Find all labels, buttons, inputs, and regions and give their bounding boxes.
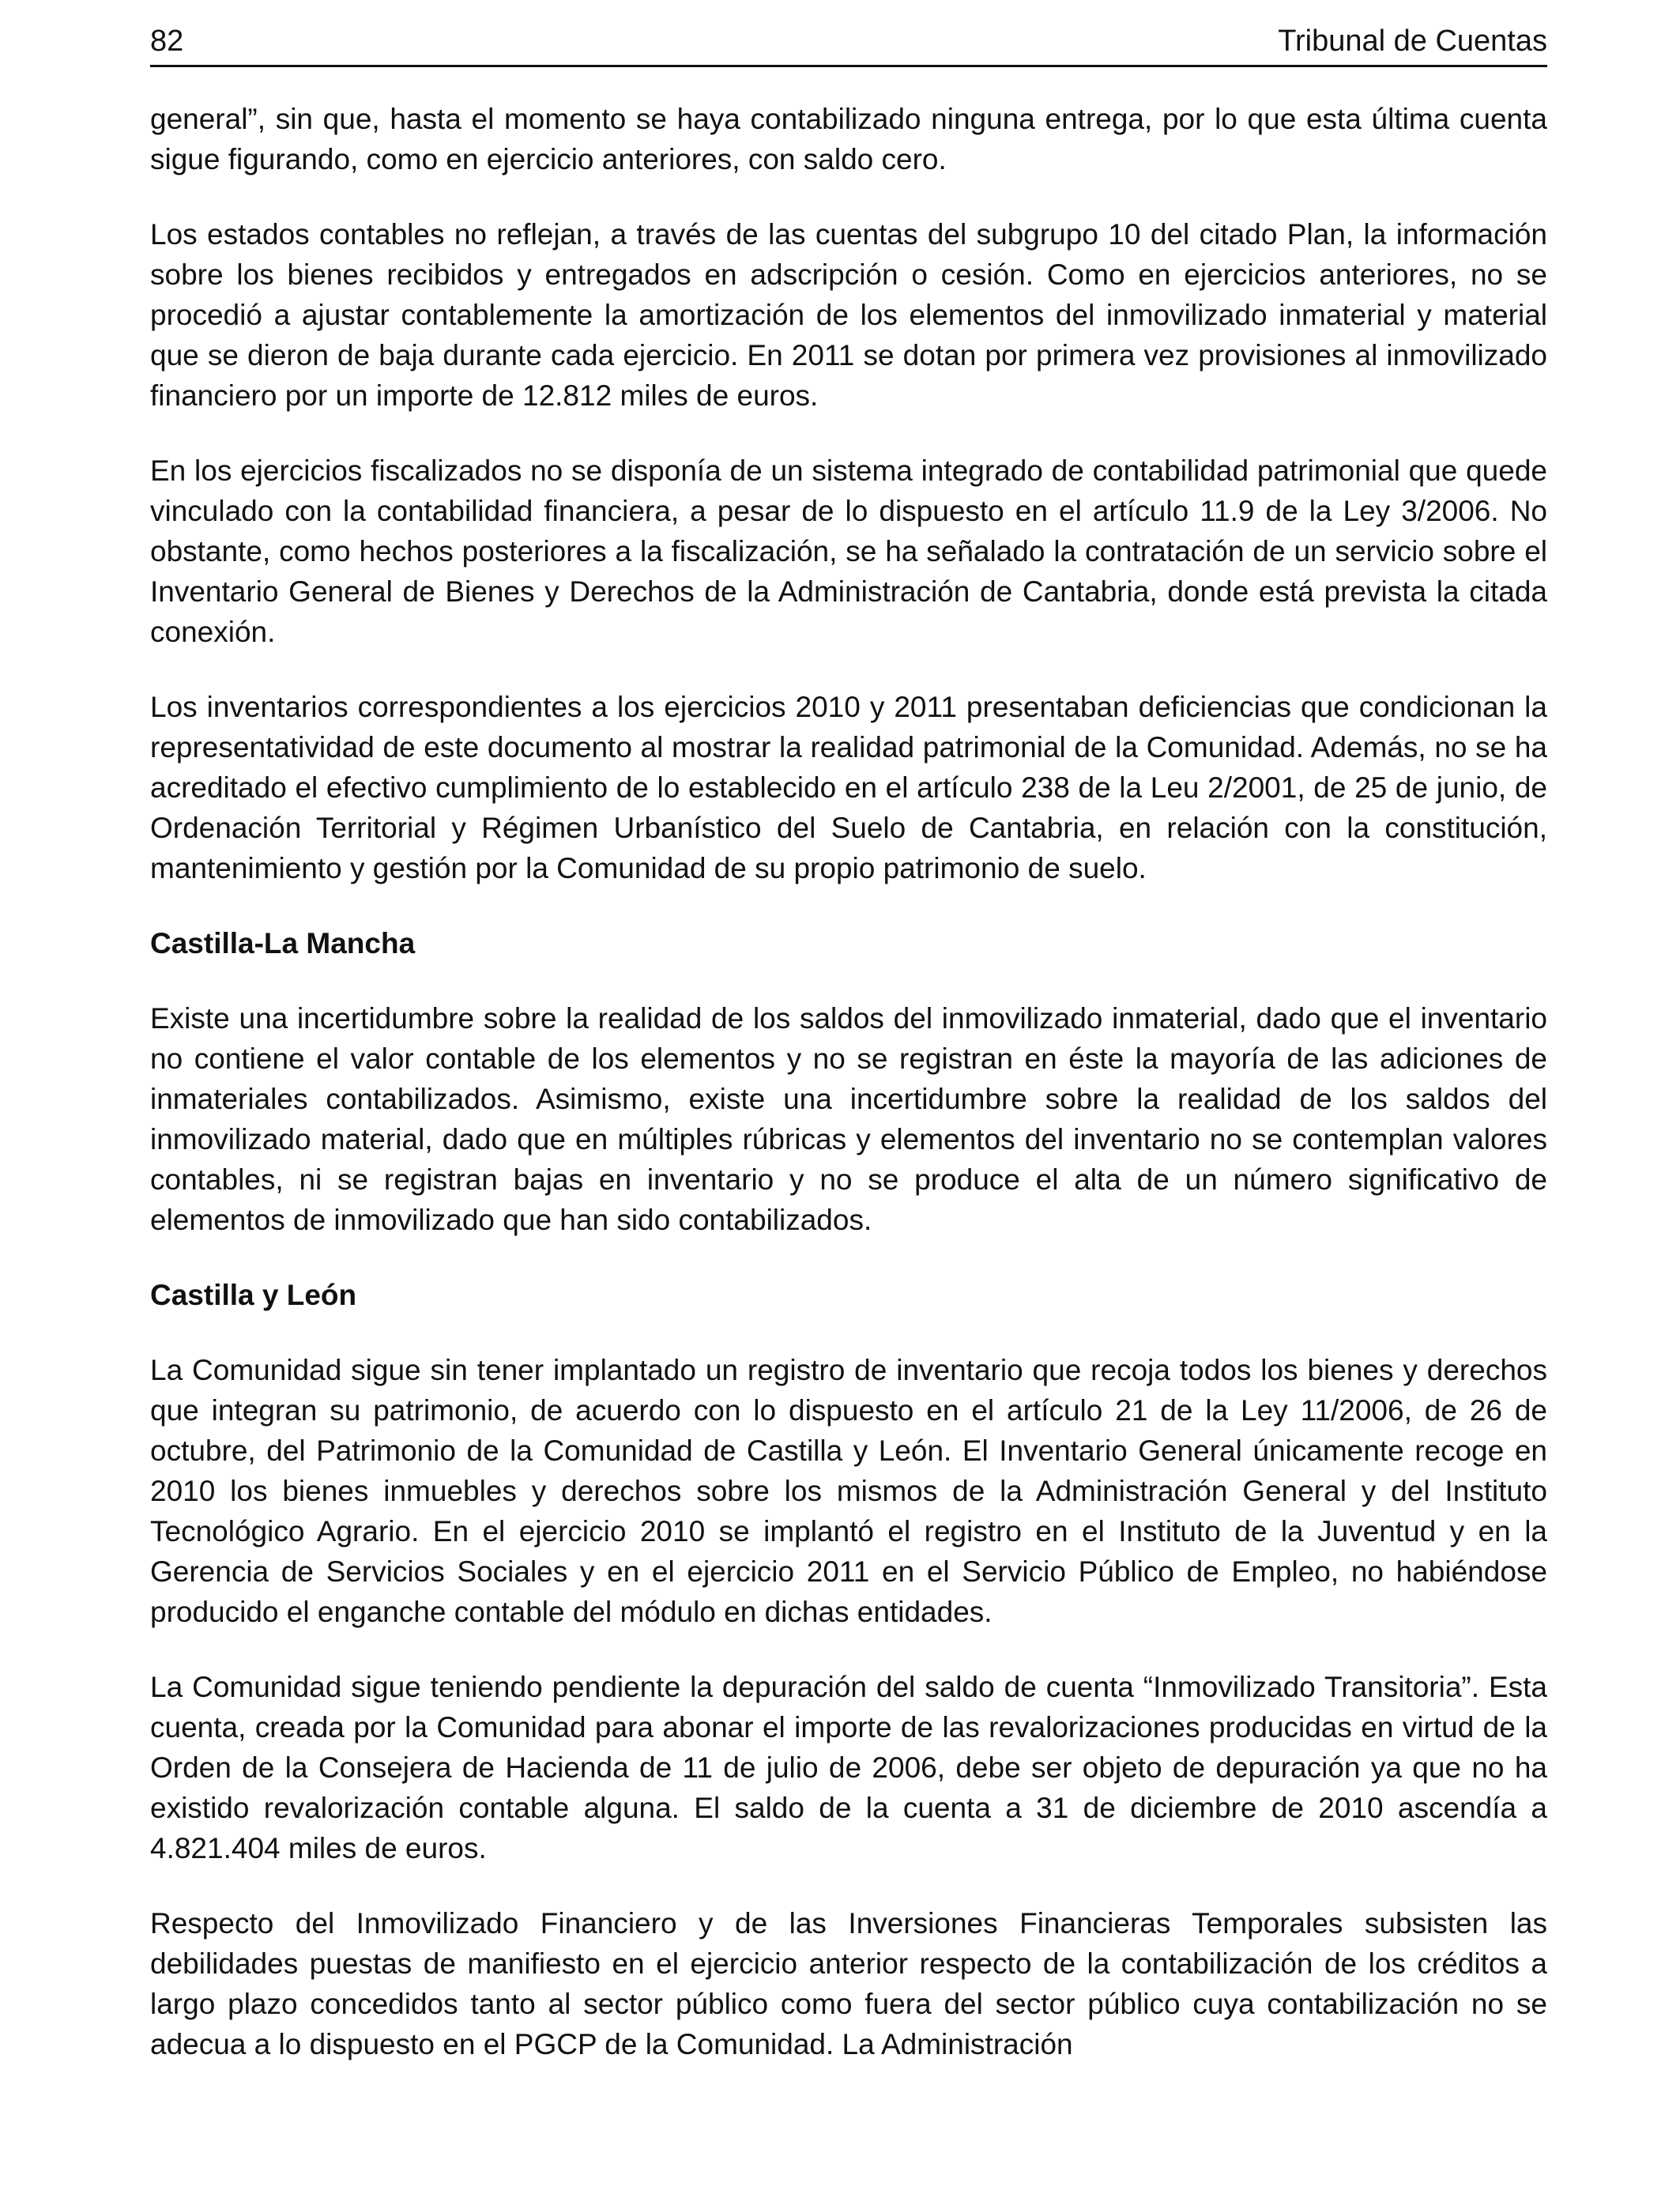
running-title: Tribunal de Cuentas [1278,25,1547,58]
paragraph: Existe una incertidumbre sobre la realidad de los saldos del inmovilizado inmaterial, dado que el inventario no contiene el valor contable de los elementos y no se registran en éste la mayoría de las adiciones de inmateriales contabilizados. Asimismo, existe una incertidumbre sobre la realidad de los saldos del inmovilizado material, dado que en múltiples rúbricas y elementos del inventario no se contemplan valores contables, ni se registran bajas en inventario y no se produce el alta de un número significativo de elementos de inmovilizado que han sido contabilizados. [150,1002,1547,1236]
section-heading: Castilla y León [150,1279,357,1311]
paragraph: La Comunidad sigue teniendo pendiente la depuración del saldo de cuenta “Inmovilizado Transitoria”. Esta cuenta, creada por la Comunidad para abonar el importe de las revalorizaciones producidas en virtud de la Orden de la Consejera de Hacienda de 11 de julio de 2006, debe ser objeto de depuración ya que no ha existido revalorización contable alguna. El saldo de la cuenta a 31 de diciembre de 2010 ascendía a 4.821.404 miles de euros. [150,1671,1547,1864]
paragraph: Los estados contables no reflejan, a través de las cuentas del subgrupo 10 del citado Plan, la información sobre los bienes recibidos y entregados en adscripción o cesión. Como en ejercicios anteriores, no se procedió a ajustar contablemente la amortización de los elementos del inmovilizado inmaterial y material que se dieron de baja durante cada ejercicio. En 2011 se dotan por primera vez provisiones al inmovilizado financiero por un importe de 12.812 miles de euros. [150,218,1547,412]
page-number: 82 [150,25,184,58]
page-header [150,22,1547,67]
paragraph: La Comunidad sigue sin tener implantado un registro de inventario que recoja todos los bienes y derechos que integran su patrimonio, de acuerdo con lo dispuesto en el artículo 21 de la Ley 11/2006, de 26 de octubre, del Patrimonio de la Comunidad de Castilla y León. El Inventario General únicamente recoge en 2010 los bienes inmuebles y derechos sobre los mismos de la Administración General y del Instituto Tecnológico Agrario. En el ejercicio 2010 se implantó el registro en el Instituto de la Juventud y en la Gerencia de Servicios Sociales y en el ejercicio 2011 en el Servicio Público de Empleo, no habiéndose producido el enganche contable del módulo en dichas entidades. [150,1354,1547,1628]
paragraph: Los inventarios correspondientes a los ejercicios 2010 y 2011 presentaban deficiencias que condicionan la representatividad de este documento al mostrar la realidad patrimonial de la Comunidad. Además, no se ha acreditado el efectivo cumplimiento de lo establecido en el artículo 238 de la Leu 2/2001, de 25 de junio, de Ordenación Territorial y Régimen Urbanístico del Suelo de Cantabria, en relación con la constitución, mantenimiento y gestión por la Comunidad de su propio patrimonio de suelo. [150,691,1547,884]
body-text [150,99,1547,2064]
section-heading: Castilla-La Mancha [150,927,416,959]
paragraph: Respecto del Inmovilizado Financiero y de las Inversiones Financieras Temporales subsisten las debilidades puestas de manifiesto en el ejercicio anterior respecto de la contabilización de los créditos a largo plazo concedidos tanto al sector público como fuera del sector público cuya contabilización no se adecua a lo dispuesto en el PGCP de la Comunidad. La Administración [150,1907,1547,2060]
paragraph: En los ejercicios fiscalizados no se disponía de un sistema integrado de contabilidad patrimonial que quede vinculado con la contabilidad financiera, a pesar de lo dispuesto en el artículo 11.9 de la Ley 3/2006. No obstante, como hechos posteriores a la fiscalización, se ha señalado la contratación de un servicio sobre el Inventario General de Bienes y Derechos de la Administración de Cantabria, donde está prevista la citada conexión. [150,454,1547,648]
paragraph: general”, sin que, hasta el momento se haya contabilizado ninguna entrega, por lo que esta última cuenta sigue figurando, como en ejercicio anteriores, con saldo cero. [150,103,1547,175]
document-page [150,22,1547,2099]
